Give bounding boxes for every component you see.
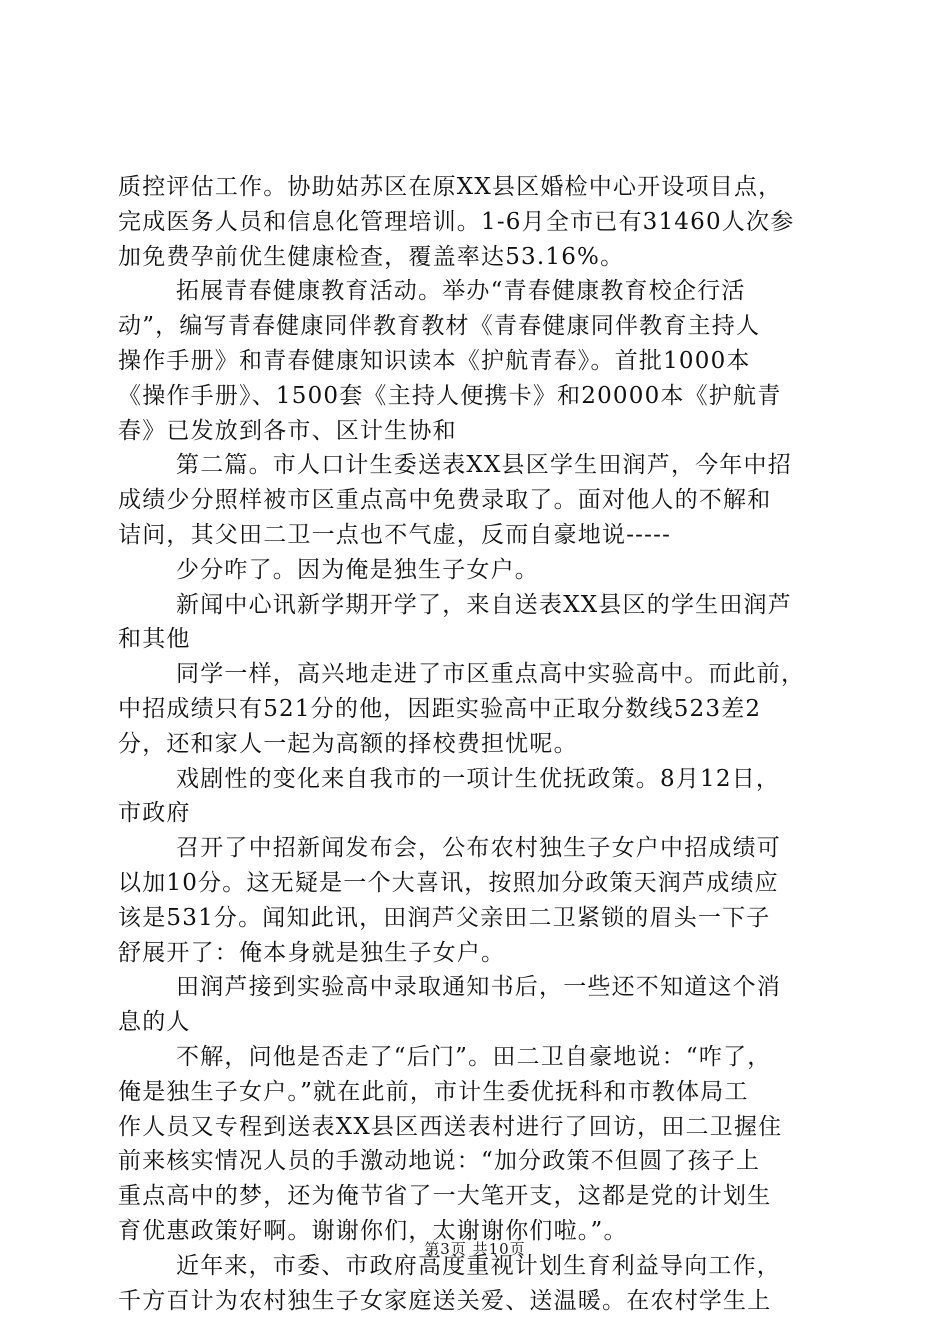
text-line: 春》已发放到各市、区计生协和 (118, 417, 457, 444)
text-line: 和其他 (118, 626, 191, 653)
body-text (118, 170, 834, 1318)
text-line: 息的人 (118, 1009, 191, 1036)
text-line: 加免费孕前优生健康检查，覆盖率达53.16%。 (118, 243, 625, 270)
text-line: 动”，编写青春健康同伴教育教材《青春健康同伴教育主持人 (118, 313, 761, 340)
text-line: 舒展开了：俺本身就是独生子女户。 (118, 939, 506, 966)
text-line: 同学一样，高兴地走进了市区重点高中实验高中。而此前， (176, 661, 806, 688)
text-line: 田润芦接到实验高中录取通知书后，一些还不知道这个消 (176, 974, 781, 1001)
text-line: 市政府 (118, 800, 191, 827)
text-line: 诘问，其父田二卫一点也不气虚，反而自豪地说----- (118, 521, 672, 548)
text-line: 育优惠政策好啊。谢谢你们，太谢谢你们啦。”。 (118, 1217, 628, 1244)
text-line: 《操作手册》、1500套《主持人便携卡》和20000本《护航青 (118, 382, 782, 409)
text-line: 中招成绩只有521分的他，因距实验高中正取分数线523差2 (118, 695, 762, 722)
text-line: 拓展青春健康教育活动。举办“青春健康教育校企行活 (176, 278, 746, 305)
text-line: 近年来，市委、市政府高度重视计划生育利益导向工作， (176, 1252, 781, 1279)
text-line: 作人员又专程到送表XX县区西送表村进行了回访，田二卫握住 (118, 1113, 783, 1140)
text-line: 操作手册》和青春健康知识读本《护航青春》。首批1000本 (118, 347, 751, 374)
page-footer: 第3页 共10页 (424, 1240, 526, 1258)
text-line: 分，还和家人一起为高额的择校费担忧呢。 (118, 730, 578, 757)
text-line: 第二篇。市人口计生委送表XX县区学生田润芦，今年中招 (176, 452, 792, 479)
text-line: 俺是独生子女户。”就在此前，市计生委优抚科和市教体局工 (118, 1078, 749, 1105)
text-line: 成绩少分照样被市区重点高中免费录取了。面对他人的不解和 (118, 487, 772, 514)
text-line: 重点高中的梦，还为俺节省了一大笔开支，这都是党的计划生 (118, 1183, 772, 1210)
text-line: 不解，问他是否走了“后门”。田二卫自豪地说：“咋了， (176, 1043, 772, 1070)
text-line: 前来核实情况人员的手激动地说：“加分政策不但圆了孩子上 (118, 1148, 761, 1175)
text-line: 质控评估工作。协助姑苏区在原XX县区婚检中心开设项目点， (118, 174, 783, 200)
text-line: 少分咋了。因为俺是独生子女户。 (176, 556, 539, 583)
text-line: 完成医务人员和信息化管理培训。1-6月全市已有31460人次参 (118, 208, 795, 235)
text-line: 新闻中心讯新学期开学了，来自送表XX县区的学生田润芦 (176, 591, 792, 618)
text-line: 戏剧性的变化来自我市的一项计生优抚政策。8月12日， (176, 765, 781, 792)
text-line: 以加10分。这无疑是一个大喜讯，按照加分政策天润芦成绩应 (118, 869, 779, 896)
text-line: 召开了中招新闻发布会，公布农村独生子女户中招成绩可 (176, 835, 781, 862)
text-line: 该是531分。闻知此讯，田润芦父亲田二卫紧锁的眉头一下子 (118, 904, 771, 931)
text-line: 千方百计为农村独生子女家庭送关爱、送温暖。在农村学生上 (118, 1287, 772, 1314)
